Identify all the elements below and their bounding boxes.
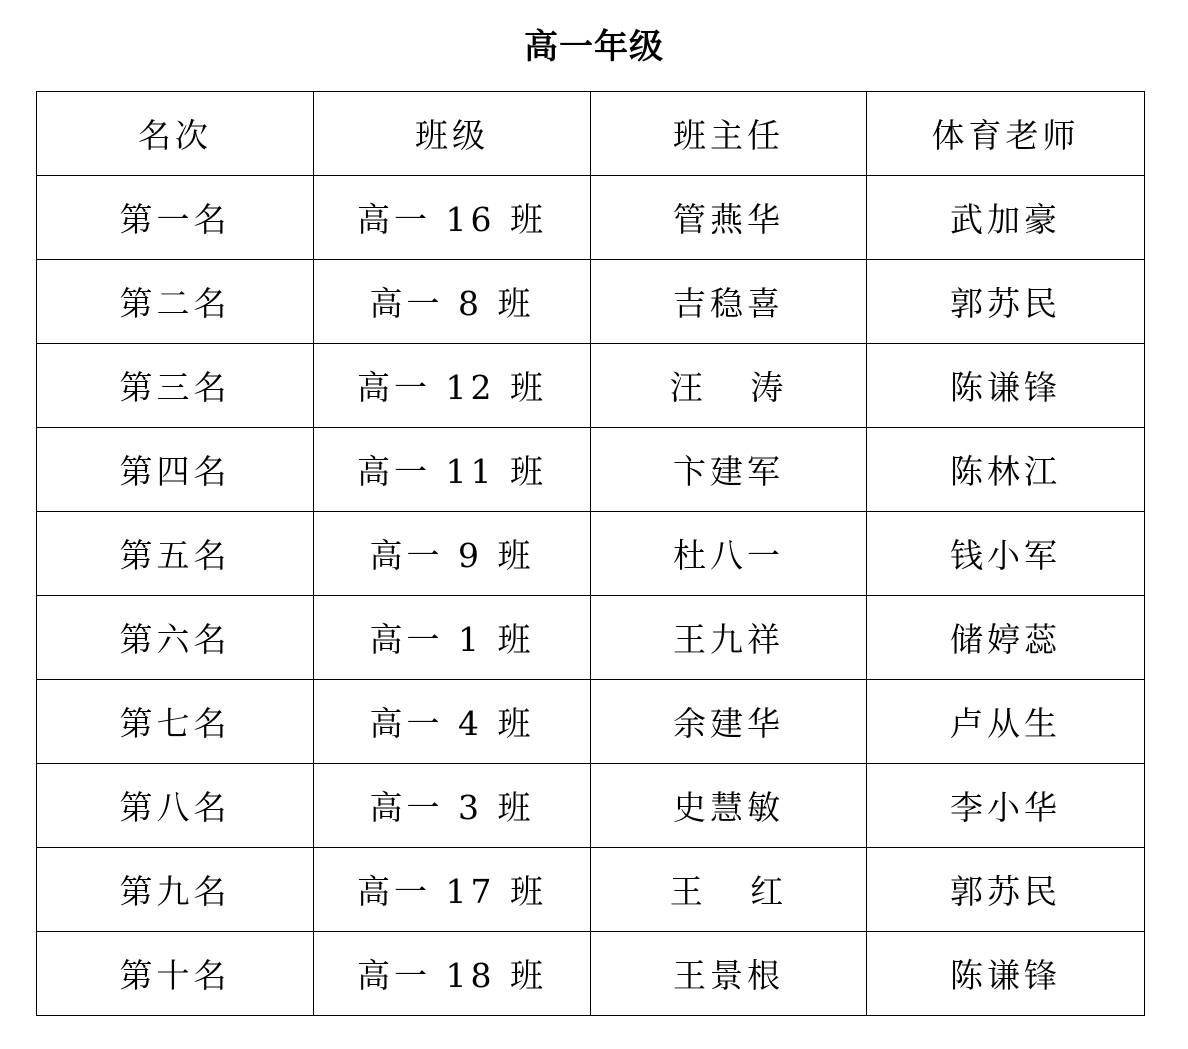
cell-class: 高一 16 班 — [314, 176, 591, 260]
cell-head-teacher: 余建华 — [591, 680, 867, 764]
cell-pe-teacher: 郭苏民 — [867, 848, 1145, 932]
cell-class: 高一 9 班 — [314, 512, 591, 596]
cell-rank: 第四名 — [37, 428, 314, 512]
cell-class: 高一 1 班 — [314, 596, 591, 680]
cell-pe-teacher: 郭苏民 — [867, 260, 1145, 344]
table-row — [37, 932, 1145, 1016]
cell-pe-teacher: 李小华 — [867, 764, 1145, 848]
table-row — [37, 344, 1145, 428]
cell-pe-teacher: 陈林江 — [867, 428, 1145, 512]
cell-rank: 第五名 — [37, 512, 314, 596]
cell-class: 高一 11 班 — [314, 428, 591, 512]
table-row — [37, 764, 1145, 848]
cell-pe-teacher: 陈谦锋 — [867, 344, 1145, 428]
cell-class: 高一 18 班 — [314, 932, 591, 1016]
cell-rank: 第八名 — [37, 764, 314, 848]
table-row — [37, 512, 1145, 596]
table-row — [37, 260, 1145, 344]
cell-pe-teacher: 武加豪 — [867, 176, 1145, 260]
ranking-table — [36, 91, 1145, 1016]
cell-class: 高一 4 班 — [314, 680, 591, 764]
cell-rank: 第六名 — [37, 596, 314, 680]
cell-class: 高一 12 班 — [314, 344, 591, 428]
table-row — [37, 680, 1145, 764]
cell-rank: 第七名 — [37, 680, 314, 764]
cell-pe-teacher: 陈谦锋 — [867, 932, 1145, 1016]
cell-rank: 第十名 — [37, 932, 314, 1016]
table-row — [37, 596, 1145, 680]
cell-pe-teacher: 卢从生 — [867, 680, 1145, 764]
cell-head-teacher: 王 红 — [591, 848, 867, 932]
header-pe-teacher: 体育老师 — [867, 92, 1145, 176]
cell-head-teacher: 杜八一 — [591, 512, 867, 596]
page-title: 高一年级 — [524, 27, 664, 67]
cell-rank: 第一名 — [37, 176, 314, 260]
cell-class: 高一 17 班 — [314, 848, 591, 932]
header-head-teacher: 班主任 — [591, 92, 867, 176]
table-row — [37, 176, 1145, 260]
cell-pe-teacher: 钱小军 — [867, 512, 1145, 596]
cell-head-teacher: 管燕华 — [591, 176, 867, 260]
cell-rank: 第二名 — [37, 260, 314, 344]
header-rank: 名次 — [37, 92, 314, 176]
cell-head-teacher: 卞建军 — [591, 428, 867, 512]
cell-rank: 第九名 — [37, 848, 314, 932]
cell-head-teacher: 王景根 — [591, 932, 867, 1016]
cell-class: 高一 8 班 — [314, 260, 591, 344]
table-row — [37, 848, 1145, 932]
cell-head-teacher: 吉稳喜 — [591, 260, 867, 344]
table-header-row — [37, 92, 1145, 176]
cell-rank: 第三名 — [37, 344, 314, 428]
table-row — [37, 428, 1145, 512]
cell-head-teacher: 史慧敏 — [591, 764, 867, 848]
cell-head-teacher: 汪 涛 — [591, 344, 867, 428]
cell-class: 高一 3 班 — [314, 764, 591, 848]
cell-pe-teacher: 储婷蕊 — [867, 596, 1145, 680]
cell-head-teacher: 王九祥 — [591, 596, 867, 680]
header-class: 班级 — [314, 92, 591, 176]
